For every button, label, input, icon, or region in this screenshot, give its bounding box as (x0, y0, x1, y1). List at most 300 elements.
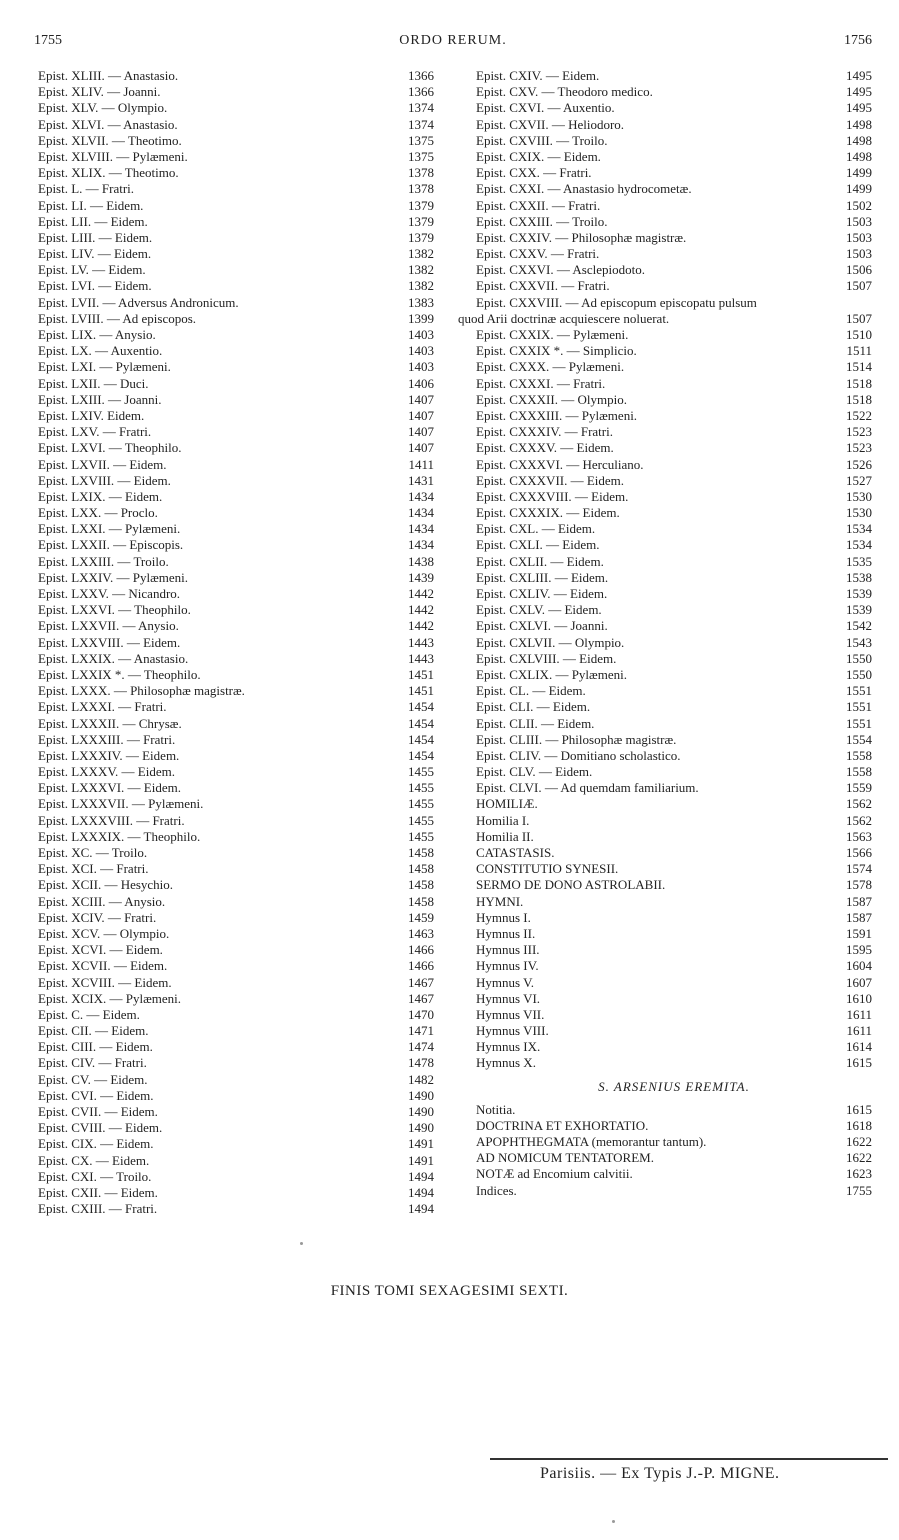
entry-page: 1614 (846, 1039, 872, 1055)
toc-entry (38, 392, 434, 408)
entry-page: 1502 (846, 197, 872, 213)
toc-entry (476, 602, 872, 618)
toc-entry (476, 554, 872, 570)
print-speck (612, 1520, 615, 1523)
entry-title: Epist. LII. — Eidem. (38, 213, 148, 229)
entry-title: Hymnus X. (476, 1055, 536, 1071)
toc-entry (38, 505, 434, 521)
entry-title: Epist. LXIV. Eidem. (38, 407, 145, 423)
entry-page: 1442 (408, 602, 434, 618)
entry-title: Epist. CXXXVIII. — Eidem. (476, 488, 629, 504)
entry-page: 1366 (408, 68, 434, 83)
toc-entry (38, 246, 434, 262)
entry-page: 1439 (408, 569, 434, 585)
entry-title: Epist. C. — Eidem. (38, 1006, 140, 1022)
toc-entry (38, 311, 434, 327)
entry-title: quod Arii doctrinæ acquiescere noluerat. (458, 310, 670, 326)
toc-entry (476, 489, 872, 505)
toc-entry (476, 796, 872, 812)
entry-title: Epist. LXXXIX. — Theophilo. (38, 828, 201, 844)
entry-title: Epist. CL. — Eidem. (476, 683, 586, 699)
toc-entry (476, 926, 872, 942)
entry-title: Epist. LVII. — Adversus Andronicum. (38, 294, 239, 310)
entry-title: Epist. CXXI. — Anastasio hydrocometæ. (476, 181, 692, 197)
entry-title: Epist. CXXXVII. — Eidem. (476, 472, 625, 488)
entry-page: 1442 (408, 618, 434, 634)
entry-page: 1458 (408, 861, 434, 877)
toc-entry (38, 1104, 434, 1120)
entry-title: Epist. CXXII. — Fratri. (476, 197, 601, 213)
entry-title: Epist. CVII. — Eidem. (38, 1104, 158, 1119)
entry-page: 1382 (408, 262, 434, 278)
toc-entry (38, 133, 434, 149)
entry-title: Hymnus VI. (476, 990, 541, 1006)
toc-entry (476, 910, 872, 926)
printer-imprint: Parisiis. — Ex Typis J.-P. MIGNE. (540, 1465, 780, 1482)
entry-page: 1455 (408, 796, 434, 812)
entry-page: 1482 (408, 1071, 434, 1087)
index-column-left (38, 68, 434, 1217)
entry-page: 1539 (846, 602, 872, 618)
toc-entry (38, 214, 434, 230)
entry-title: Epist. CVI. — Eidem. (38, 1087, 154, 1103)
entries-group-c (476, 1102, 872, 1199)
entry-title: Epist. L. — Fratri. (38, 181, 135, 197)
entry-page: 1443 (408, 634, 434, 650)
toc-entry (476, 521, 872, 537)
entry-title: Epist. LXII. — Duci. (38, 375, 149, 391)
entry-page: 1503 (846, 246, 872, 262)
entry-page: 1562 (846, 796, 872, 812)
toc-entry (476, 133, 872, 149)
toc-entry (38, 813, 434, 829)
print-speck (300, 1242, 303, 1245)
page-title: ORDO RERUM. (399, 33, 507, 48)
toc-entry (38, 278, 434, 294)
toc-entry (38, 1136, 434, 1152)
entry-title: Epist. LXXXII. — Chrysæ. (38, 715, 182, 731)
toc-entry (476, 68, 872, 84)
entry-page: 1607 (846, 974, 872, 990)
entry-title: Epist. CXLI. — Eidem. (476, 537, 600, 553)
entry-page: 1466 (408, 942, 434, 958)
toc-entry (38, 894, 434, 910)
entry-title: Epist. LXXX. — Philosophæ magistræ. (38, 683, 245, 699)
toc-entry (38, 570, 434, 586)
entry-title: Epist. CXXV. — Fratri. (476, 246, 600, 262)
toc-entry (476, 667, 872, 683)
toc-entry (476, 537, 872, 553)
toc-entry (476, 165, 872, 181)
entry-page: 1434 (408, 505, 434, 521)
entry-page: 1526 (846, 456, 872, 472)
toc-entry (476, 618, 872, 634)
toc-entry (38, 1201, 434, 1217)
toc-entry (476, 408, 872, 424)
entry-page: 1510 (846, 327, 872, 342)
entry-page: 1551 (846, 699, 872, 715)
entry-page: 1443 (408, 650, 434, 666)
toc-entry (38, 602, 434, 618)
entry-page: 1455 (408, 812, 434, 828)
entry-page: 1622 (846, 1150, 872, 1166)
entry-title: Epist. LXXVIII. — Eidem. (38, 634, 181, 650)
entry-title: Epist. CXIX. — Eidem. (476, 148, 601, 164)
entry-title: Epist. CXV. — Theodoro medico. (476, 84, 653, 100)
toc-entry (38, 359, 434, 375)
entries-group-b (476, 327, 872, 1072)
toc-entry-wrapped-line2 (458, 310, 872, 327)
entry-title: DOCTRINA ET EXHORTATIO. (476, 1117, 649, 1133)
entry-title: Epist. CXX. — Fratri. (476, 165, 592, 181)
entry-title: Epist. XLV. — Olympio. (38, 100, 168, 116)
entry-title: Epist. CXXX. — Pylæmeni. (476, 359, 625, 375)
entry-page: 1495 (846, 84, 872, 100)
entry-title: Epist. LV. — Eidem. (38, 262, 146, 278)
toc-entry (476, 1166, 872, 1182)
entry-title: Homilia I. (476, 812, 530, 828)
entry-title: Epist. LXXXIV. — Eidem. (38, 747, 180, 763)
entry-title: Epist. LXXV. — Nicandro. (38, 586, 181, 601)
entry-title: Epist. CXLVIII. — Eidem. (476, 650, 617, 666)
entry-page: 1467 (408, 974, 434, 990)
entry-title: Epist. CXVI. — Auxentio. (476, 100, 615, 116)
toc-entry (476, 1134, 872, 1150)
entry-page: 1595 (846, 942, 872, 958)
entry-title: Epist. LXVI. — Theophilo. (38, 440, 182, 456)
entry-page: 1463 (408, 925, 434, 941)
entry-title: Epist. CXII. — Eidem. (38, 1184, 158, 1200)
toc-entry (476, 278, 872, 294)
entry-title: Hymnus VII. (476, 1006, 545, 1022)
entry-title: Epist. CXXXIX. — Eidem. (476, 505, 620, 521)
entry-page: 1382 (408, 278, 434, 294)
entry-page: 1374 (408, 116, 434, 132)
entry-title: Epist. CIV. — Fratri. (38, 1055, 147, 1071)
toc-entry (476, 716, 872, 732)
toc-entry (476, 942, 872, 958)
toc-entry (476, 894, 872, 910)
entry-title: Epist. XCIII. — Anysio. (38, 893, 166, 909)
toc-entry (38, 716, 434, 732)
entry-page: 1503 (846, 213, 872, 229)
toc-entry (476, 975, 872, 991)
entry-title: Epist. CXIII. — Fratri. (38, 1201, 158, 1217)
toc-entry (38, 537, 434, 553)
entry-title: Epist. LVI. — Eidem. (38, 278, 152, 294)
entry-page: 1523 (846, 424, 872, 440)
entry-page: 1543 (846, 634, 872, 650)
toc-entry (38, 796, 434, 812)
toc-entry (38, 489, 434, 505)
toc-entry (38, 635, 434, 651)
entry-title: Epist. XCVIII. — Eidem. (38, 974, 172, 990)
entry-page: 1434 (408, 521, 434, 537)
toc-entry (476, 343, 872, 359)
entry-title: CONSTITUTIO SYNESII. (476, 861, 619, 877)
toc-entry (38, 1120, 434, 1136)
entry-page: 1494 (408, 1201, 434, 1217)
toc-entry (476, 861, 872, 877)
entry-title: Epist. CV. — Eidem. (38, 1071, 148, 1087)
toc-entry (476, 149, 872, 165)
toc-entry (38, 1023, 434, 1039)
entry-page: 1442 (408, 586, 434, 601)
entry-page: 1378 (408, 165, 434, 181)
toc-entry (476, 586, 872, 602)
toc-entry (476, 991, 872, 1007)
toc-entry (476, 1007, 872, 1023)
toc-entry (38, 554, 434, 570)
entry-title: Epist. LXIX. — Eidem. (38, 488, 163, 504)
entry-page: 1578 (846, 877, 872, 893)
entry-title: Epist. CLVI. — Ad quemdam familiarium. (476, 780, 699, 796)
toc-entry (38, 699, 434, 715)
toc-entry (38, 262, 434, 278)
entry-page: 1451 (408, 683, 434, 699)
entry-page: 1454 (408, 699, 434, 715)
entry-title: Epist. LIX. — Anysio. (38, 327, 156, 342)
entry-page: 1407 (408, 424, 434, 440)
entry-page: 1379 (408, 213, 434, 229)
entry-page: 1407 (408, 407, 434, 423)
toc-entry (38, 1169, 434, 1185)
toc-entry (476, 457, 872, 473)
entry-page: 1623 (846, 1166, 872, 1182)
entry-page: 1611 (846, 1023, 872, 1039)
entry-title: Epist. LIV. — Eidem. (38, 246, 152, 262)
toc-entry (38, 1007, 434, 1023)
toc-entry (476, 570, 872, 586)
toc-entry (476, 84, 872, 100)
entry-title: Epist. CIII. — Eidem. (38, 1039, 153, 1055)
entry-title: Epist. LXXIX *. — Theophilo. (38, 666, 201, 682)
entry-page: 1615 (846, 1055, 872, 1071)
entry-page: 1534 (846, 537, 872, 553)
toc-entry (38, 910, 434, 926)
entry-title: Epist. LIII. — Eidem. (38, 229, 153, 245)
entry-page: 1523 (846, 440, 872, 456)
entry-page: 1455 (408, 764, 434, 780)
entry-title: Epist. CXIV. — Eidem. (476, 68, 600, 83)
toc-entry (38, 181, 434, 197)
toc-entry (476, 505, 872, 521)
toc-entry (38, 1039, 434, 1055)
entry-page: 1503 (846, 229, 872, 245)
toc-entry (38, 295, 434, 311)
entry-page: 1383 (408, 294, 434, 310)
toc-entry (38, 327, 434, 343)
entry-page: 1434 (408, 537, 434, 553)
toc-entry (476, 473, 872, 489)
entry-page: 1407 (408, 391, 434, 407)
entry-page: 1518 (846, 391, 872, 407)
toc-entry (476, 1055, 872, 1071)
entry-page: 1491 (408, 1152, 434, 1168)
entry-page: 1550 (846, 650, 872, 666)
entry-title: Hymnus I. (476, 909, 531, 925)
entry-page: 1494 (408, 1168, 434, 1184)
toc-entry (38, 683, 434, 699)
entry-page: 1454 (408, 731, 434, 747)
entry-page: 1527 (846, 472, 872, 488)
toc-entry (38, 424, 434, 440)
entry-page: 1434 (408, 488, 434, 504)
toc-entry (476, 359, 872, 375)
entry-title: HOMILIÆ. (476, 796, 538, 812)
entry-title: Epist. CXXXII. — Olympio. (476, 391, 627, 407)
entry-page: 1374 (408, 100, 434, 116)
entry-page: 1610 (846, 990, 872, 1006)
entry-title: Epist. XCVI. — Eidem. (38, 942, 163, 958)
entry-title: Epist. LXXXIII. — Fratri. (38, 731, 176, 747)
entry-page: 1511 (846, 343, 872, 359)
toc-entry (38, 926, 434, 942)
toc-entry (476, 100, 872, 116)
entry-title: Epist. XCIV. — Fratri. (38, 909, 157, 925)
toc-entry (476, 813, 872, 829)
entry-page: 1406 (408, 375, 434, 391)
entry-title: Epist. CXLV. — Eidem. (476, 602, 602, 618)
entry-title: Epist. LXXI. — Pylæmeni. (38, 521, 181, 537)
toc-entry (38, 877, 434, 893)
entry-page: 1454 (408, 715, 434, 731)
entry-title: Epist. LXXXV. — Eidem. (38, 764, 175, 780)
entry-title: Epist. CII. — Eidem. (38, 1023, 149, 1039)
entry-title: Epist. LXXVI. — Theophilo. (38, 602, 191, 618)
toc-entry (38, 473, 434, 489)
toc-entry (38, 117, 434, 133)
entry-title: AD NOMICUM TENTATOREM. (476, 1150, 654, 1166)
toc-entry (476, 829, 872, 845)
toc-entry (38, 586, 434, 602)
entry-page: 1611 (846, 1006, 872, 1022)
entry-title: Epist. CLIV. — Domitiano scholastico. (476, 747, 681, 763)
entry-page: 1458 (408, 845, 434, 860)
entry-title: Epist. CXVII. — Heliodoro. (476, 116, 625, 132)
entry-title: Hymnus IV. (476, 958, 539, 974)
entry-page: 1399 (408, 310, 434, 326)
entry-title: Epist. CLII. — Eidem. (476, 715, 595, 731)
entry-page: 1498 (846, 132, 872, 148)
toc-entry (38, 845, 434, 861)
toc-entry (38, 1088, 434, 1104)
entry-page: 1403 (408, 343, 434, 359)
entry-page: 1558 (846, 747, 872, 763)
toc-entry (38, 343, 434, 359)
entry-title: Homilia II. (476, 828, 534, 844)
toc-entry (38, 1055, 434, 1071)
entry-page: 1455 (408, 828, 434, 844)
entry-title: Epist. CLIII. — Philosophæ magistræ. (476, 731, 677, 747)
entry-page: 1587 (846, 909, 872, 925)
toc-entry (38, 991, 434, 1007)
entry-page: 1622 (846, 1134, 872, 1149)
entry-page: 1554 (846, 731, 872, 747)
toc-entry (476, 958, 872, 974)
entry-title: Epist. CXXIV. — Philosophæ magistræ. (476, 229, 687, 245)
toc-entry (38, 958, 434, 974)
toc-entry (38, 732, 434, 748)
entry-page: 1498 (846, 116, 872, 132)
entry-title: Epist. CXXXVI. — Herculiano. (476, 456, 644, 472)
entry-title: Epist. LI. — Eidem. (38, 197, 144, 213)
entry-page: 1495 (846, 68, 872, 83)
entry-page: 1403 (408, 359, 434, 375)
toc-entry (38, 84, 434, 100)
entry-page: 1574 (846, 861, 872, 877)
entry-title: Epist. LXXXVI. — Eidem. (38, 780, 181, 796)
entry-page: 1538 (846, 569, 872, 585)
entry-page: 1530 (846, 505, 872, 521)
entry-page: 1550 (846, 666, 872, 682)
toc-entry (476, 683, 872, 699)
entry-title: Epist. CXLIII. — Eidem. (476, 569, 609, 585)
toc-entry (38, 100, 434, 116)
entry-page: 1467 (408, 990, 434, 1006)
entry-title: Epist. CLV. — Eidem. (476, 764, 593, 780)
entry-page: 1615 (846, 1101, 872, 1117)
toc-entry (476, 764, 872, 780)
entry-title: Epist. LXV. — Fratri. (38, 424, 152, 440)
entry-page: 1506 (846, 262, 872, 278)
entry-page: 1495 (846, 100, 872, 116)
entry-page: 1490 (408, 1104, 434, 1119)
entry-page: 1551 (846, 715, 872, 731)
toc-entry (476, 117, 872, 133)
entry-title: Epist. LXI. — Pylæmeni. (38, 359, 171, 375)
entry-page: 1514 (846, 359, 872, 375)
entry-page: 1490 (408, 1087, 434, 1103)
toc-entry (476, 424, 872, 440)
entry-title: Epist. CXXXI. — Fratri. (476, 375, 606, 391)
entry-title: Epist. XLIX. — Theotimo. (38, 165, 179, 181)
entry-title: Epist. CXLII. — Eidem. (476, 553, 604, 569)
entry-page: 1499 (846, 181, 872, 197)
entry-page: 1530 (846, 488, 872, 504)
entry-title: Epist. LXVIII. — Eidem. (38, 472, 171, 488)
entry-page: 1466 (408, 958, 434, 974)
entry-page: 1507 (846, 310, 872, 326)
toc-entry (476, 732, 872, 748)
toc-entry (38, 68, 434, 84)
entry-page: 1618 (846, 1117, 872, 1133)
entry-title: Epist. LXXIV. — Pylæmeni. (38, 569, 188, 585)
section-title: S. ARSENIUS EREMITA. (598, 1078, 750, 1094)
entry-title: Epist. LX. — Auxentio. (38, 343, 163, 359)
entry-title: Epist. XCI. — Fratri. (38, 861, 149, 877)
entry-page: 1454 (408, 747, 434, 763)
entry-page: 1498 (846, 148, 872, 164)
entry-page: 1535 (846, 553, 872, 569)
entry-page: 1431 (408, 472, 434, 488)
toc-entry (476, 651, 872, 667)
entry-page: 1375 (408, 148, 434, 164)
entry-title: Epist. CXLVII. — Olympio. (476, 634, 625, 650)
toc-entry (38, 376, 434, 392)
entry-page: 1494 (408, 1184, 434, 1200)
entry-title: Epist. LXXIII. — Troilo. (38, 553, 169, 569)
toc-entry (476, 392, 872, 408)
entry-title: Epist. CXXIII. — Troilo. (476, 213, 608, 229)
toc-entry (476, 246, 872, 262)
toc-entry (38, 1153, 434, 1169)
entries-group-a (476, 68, 872, 295)
entry-page: 1379 (408, 229, 434, 245)
column-number-left: 1755 (34, 33, 62, 48)
entry-title: Hymnus II. (476, 925, 536, 941)
entry-page: 1558 (846, 764, 872, 780)
